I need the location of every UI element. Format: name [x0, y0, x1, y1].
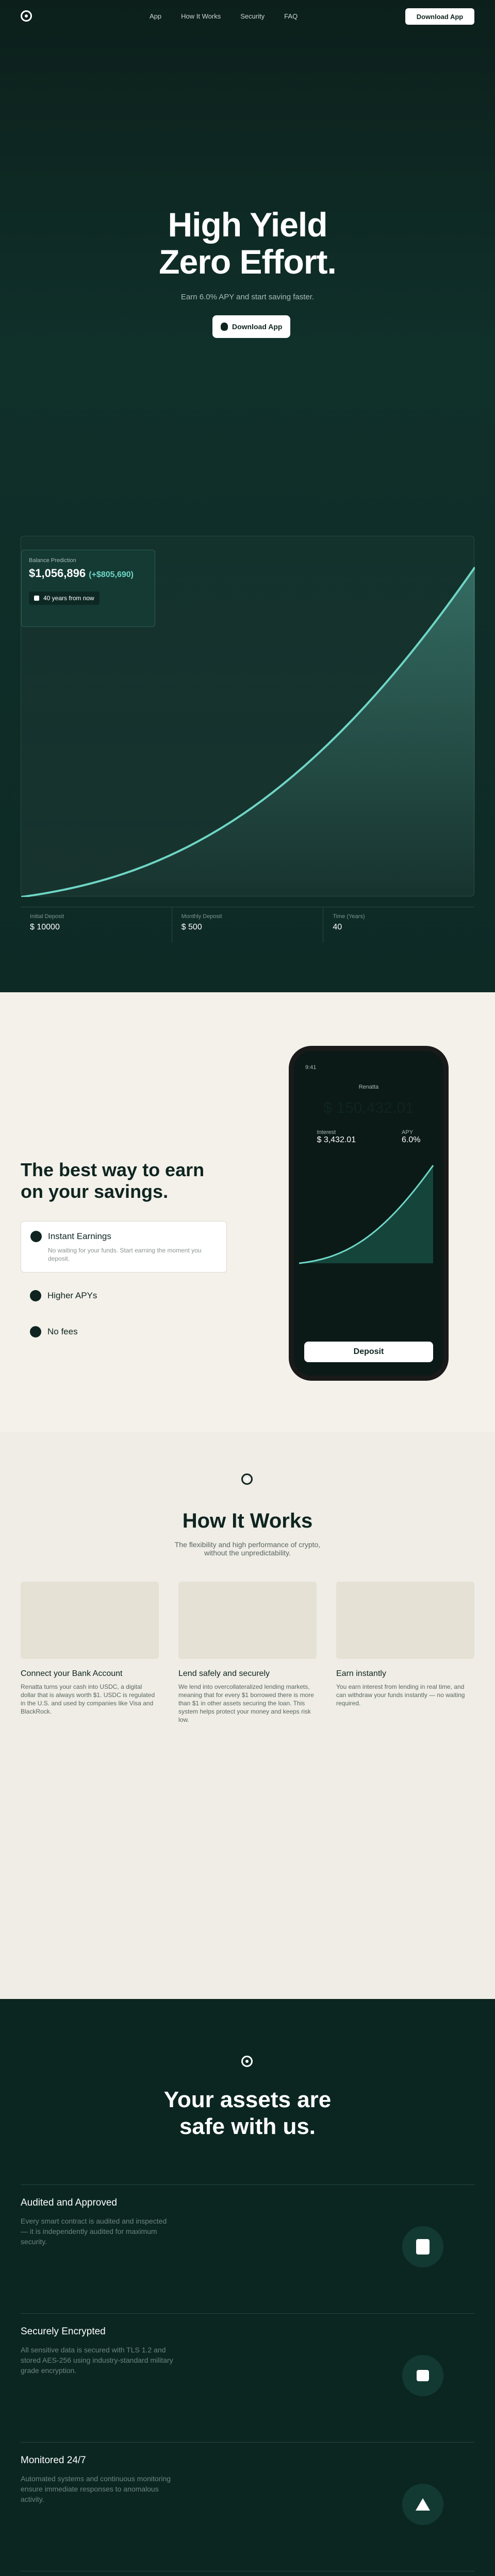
nav-links — [150, 12, 298, 20]
hiw-col-3-desc: You earn interest from lending in real time, and can withdraw your funds instantly — no waiting required. — [336, 1683, 465, 1707]
calculator-inputs — [21, 907, 474, 943]
hiw-col-3-title: Earn instantly — [336, 1669, 386, 1678]
security-row-audited — [21, 2184, 474, 2313]
stat-monthly-label: Monthly Deposit — [181, 913, 222, 920]
hiw-illustration-2 — [178, 1582, 317, 1659]
phone-chart — [294, 1155, 443, 1268]
projection-gain: (+$805,690) — [89, 570, 134, 579]
nav-download-button[interactable]: Download App — [405, 8, 474, 25]
monitored-title: Monitored 24/7 — [21, 2455, 86, 2466]
hero-title-line2: Zero Effort. — [159, 243, 336, 281]
security-row-monitored — [21, 2442, 474, 2571]
encrypted-desc: All sensitive data is secured with TLS 1.2 and stored AES-256 using industry-standard military grade encryption. — [21, 2346, 173, 2375]
hiw-subtitle: The flexibility and high performance of crypto, without the unpredictability. — [174, 1540, 321, 1557]
phone-interest-label: Interest — [317, 1129, 336, 1136]
stat-monthly[interactable] — [172, 907, 324, 943]
years-chip[interactable] — [29, 591, 100, 605]
stat-years[interactable] — [323, 907, 474, 943]
hiw-col-1-title: Connect your Bank Account — [21, 1669, 123, 1678]
growth-chart — [21, 536, 474, 896]
phone-account: Renatta — [358, 1084, 379, 1090]
security-title — [0, 2087, 495, 2140]
stat-years-label: Time (Years) — [333, 913, 365, 920]
security-section — [0, 1999, 495, 2576]
hiw-illustration-3 — [336, 1582, 474, 1659]
feature-fees[interactable] — [21, 1319, 227, 1345]
stat-years-value: 40 — [333, 923, 342, 931]
security-row-encrypted — [21, 2313, 474, 2442]
phone-mockup — [289, 1046, 449, 1381]
instant-icon — [30, 1231, 42, 1242]
audited-desc: Every smart contract is audited and inspected — it is independently audited for maximum security. — [21, 2217, 167, 2246]
security-row-noncustodial — [21, 2571, 474, 2576]
encrypted-title: Securely Encrypted — [21, 2326, 106, 2337]
projection-value: $1,056,896 — [29, 567, 86, 580]
feature-apy-label: Higher APYs — [47, 1291, 97, 1300]
feature-apy[interactable] — [21, 1283, 227, 1309]
audited-title: Audited and Approved — [21, 2197, 117, 2208]
phone-status: 9:41 — [305, 1064, 317, 1071]
hero-title-line1: High Yield — [168, 206, 327, 244]
hiw-illustration-1 — [21, 1582, 159, 1659]
percent-icon — [30, 1290, 41, 1301]
phone-balance: $ 150,432.01 — [323, 1099, 414, 1116]
nav-link-how[interactable]: How It Works — [181, 12, 221, 20]
hiw-col-1 — [21, 1669, 159, 1716]
no-fee-icon — [30, 1326, 41, 1337]
hiw-title: How It Works — [182, 1510, 313, 1532]
feature-instant-desc: No waiting for your funds. Start earning the moment you deposit. — [48, 1247, 202, 1262]
hero-download-button[interactable] — [212, 315, 290, 338]
phone-metrics — [294, 1129, 443, 1145]
hero-section — [0, 0, 495, 1005]
phone-apy: 6.0% — [402, 1136, 421, 1144]
stat-monthly-value: $ 500 — [181, 923, 202, 931]
stat-initial-label: Initial Deposit — [30, 913, 64, 920]
stat-initial[interactable] — [21, 907, 172, 943]
nav-link-app[interactable]: App — [150, 12, 162, 20]
hiw-col-2-title: Lend safely and securely — [178, 1669, 270, 1678]
phone-interest: $ 3,432.01 — [317, 1136, 356, 1144]
feature-fees-label: No fees — [47, 1327, 78, 1336]
hiw-col-2-desc: We lend into overcollateralized lending markets, meaning that for every $1 borrowed there is more than $1 in other assets securing the loan. This system helps protect your money and keeps risk low. — [178, 1683, 314, 1723]
phone-deposit-button[interactable]: Deposit — [304, 1342, 433, 1362]
earn-title: The best way to earn on your savings. — [21, 1159, 205, 1202]
years-label: 40 years from now — [43, 595, 94, 602]
top-nav — [0, 0, 495, 32]
security-title-line2: safe with us. — [179, 2114, 316, 2139]
apple-icon — [221, 323, 228, 331]
hiw-col-1-desc: Renatta turns your cash into USDC, a digital dollar that is always worth $1. USDC is regulated in the U.S. and used by companies like Visa and BlackRock. — [21, 1683, 155, 1715]
audit-icon — [402, 2226, 443, 2267]
brand-logo-icon[interactable] — [21, 10, 32, 22]
hiw-col-3 — [336, 1669, 474, 1707]
projection-card — [21, 550, 155, 627]
nav-link-faq[interactable]: FAQ — [284, 12, 298, 20]
feature-instant[interactable] — [21, 1221, 227, 1273]
stat-initial-value: $ 10000 — [30, 923, 60, 931]
hero-subtitle: Earn 6.0% APY and start saving faster. — [180, 293, 315, 301]
monitored-desc: Automated systems and continuous monitoring ensure immediate responses to anomalous activity. — [21, 2475, 171, 2503]
calendar-icon — [34, 596, 39, 601]
how-it-works-section — [0, 1432, 495, 1999]
phone-apy-label: APY — [402, 1129, 414, 1136]
security-title-line1: Your assets are — [163, 2087, 332, 2112]
lock-icon — [402, 2355, 443, 2396]
earn-section — [0, 1005, 495, 1432]
security-logo-icon — [241, 2056, 253, 2067]
nav-link-security[interactable]: Security — [240, 12, 265, 20]
phone-chart-area — [299, 1165, 433, 1263]
projection-label: Balance Prediction — [29, 557, 76, 564]
warning-icon — [402, 2484, 443, 2525]
feature-instant-label: Instant Earnings — [48, 1231, 111, 1241]
section-logo-icon — [241, 1473, 253, 1485]
hero-download-label: Download App — [232, 323, 283, 331]
projection-value-row — [29, 567, 147, 580]
hiw-col-2 — [178, 1669, 317, 1724]
